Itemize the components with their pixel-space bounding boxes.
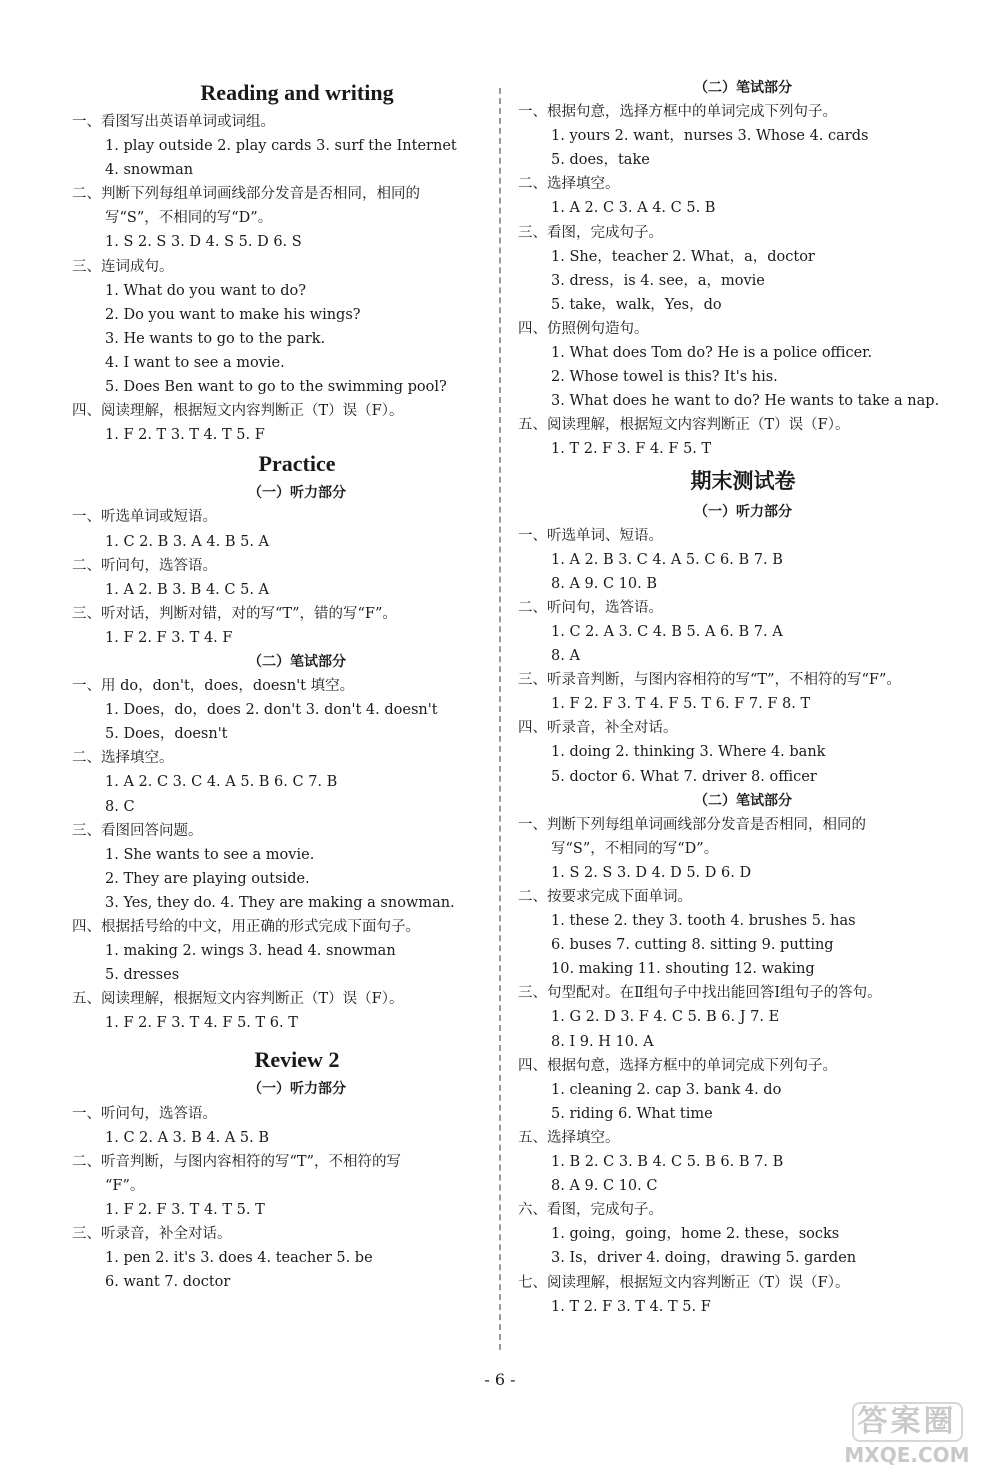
answer-line: 1. A 2. C 3. A 4. C 5. B [551,200,716,217]
answer-line: 1. A 2. B 3. C 4. A 5. C 6. B 7. B [551,551,783,568]
question-heading: 二、判断下列每组单词画线部分发音是否相同，相同的 [72,186,420,203]
section-title-practice: Practice [258,451,336,477]
question-heading: 二、选择填空。 [518,176,620,193]
answer-line: 3. Is，driver 4. doing，drawing 5. garden [551,1250,857,1267]
question-heading: 三、看图，完成句子。 [518,224,663,241]
final-listening-answers [518,524,968,789]
answer-line: 1. G 2. D 3. F 4. C 5. B 6. J 7. E [551,1009,780,1026]
question-heading: 三、句型配对。在Ⅱ组句子中找出能回答Ⅰ组句子的答句。 [518,985,882,1002]
answer-line: 1. T 2. F 3. F 4. F 5. T [551,441,712,458]
answer-line: 1. She，teacher 2. What，a，doctor [551,248,815,265]
question-heading: 一、听问句，选答语。 [72,1105,217,1122]
answer-line: 1. F 2. F 3. T 4. T 5. T [105,1201,265,1218]
watermark-logo: 答案圈 [852,1402,963,1442]
left-column [72,76,522,1294]
reading-writing-answers [72,110,522,447]
answer-line: 8. C [105,798,135,815]
review-written-heading: （二）笔试部分 [694,80,792,96]
answer-line: “F”。 [105,1177,145,1194]
answer-line: 6. want 7. doctor [105,1274,231,1291]
question-heading: 三、连词成句。 [72,258,174,275]
review-listening-heading: （一）听力部分 [248,1081,346,1098]
answer-line: 3. What does he want to do? He wants to take a nap. [551,393,940,410]
answer-line: 8. A 9. C 10. B [551,575,657,592]
answer-line: 1. F 2. F 3. T 4. F 5. T 6. T [105,1015,298,1032]
answer-line: 2. They are playing outside. [105,870,310,887]
question-heading: 一、判断下列每组单词画线部分发音是否相同，相同的 [518,816,866,833]
answer-line: 1. She wants to see a movie. [105,846,315,863]
practice-written-heading: （二）笔试部分 [248,653,346,670]
answer-line: 3. He wants to go to the park. [105,330,326,347]
answer-line: 10. making 11. shouting 12. waking [551,961,815,978]
answer-line: 2. Do you want to make his wings? [105,306,361,323]
answer-line: 1. What does Tom do? He is a police officer. [551,345,873,362]
answer-line: 6. buses 7. cutting 8. sitting 9. putting [551,937,834,954]
answer-line: 8. I 9. H 10. A [551,1033,654,1050]
question-heading: 四、根据句意，选择方框中的单词完成下列句子。 [518,1057,837,1074]
practice-written-answers [72,674,522,1035]
answer-line: 8. A 9. C 10. C [551,1178,658,1195]
page-number: - 6 - [484,1370,516,1389]
question-heading: 三、听对话，判断对错，对的写“T”，错的写“F”。 [72,605,397,622]
question-heading: 三、看图回答问题。 [72,822,203,839]
question-heading: 三、听录音，补全对话。 [72,1226,232,1243]
question-heading: 五、选择填空。 [518,1129,620,1146]
answer-line: 5. take，walk，Yes，do [551,296,722,313]
review-listening-answers [72,1102,522,1295]
watermark [832,1402,982,1472]
answer-line: 1. yours 2. want，nurses 3. Whose 4. cards [551,128,869,145]
question-heading: 一、根据句意，选择方框中的单词完成下列句子。 [518,104,837,121]
answer-line: 3. Yes, they do. 4. They are making a snowman. [105,894,455,911]
answer-line: 1. What do you want to do? [105,282,307,299]
answer-line: 1. doing 2. thinking 3. Where 4. bank [551,744,826,761]
question-heading: 三、听录音判断，与图内容相符的写“T”，不相符的写“F”。 [518,672,901,689]
answer-line: 1. S 2. S 3. D 4. D 5. D 6. D [551,864,752,881]
answer-line: 1. cleaning 2. cap 3. bank 4. do [551,1081,782,1098]
answer-line: 2. Whose towel is this? It's his. [551,369,778,386]
answer-line: 1. F 2. F 3. T 4. F [105,629,233,646]
question-heading: 二、听问句，选答语。 [518,599,663,616]
question-heading: 二、按要求完成下面单词。 [518,889,692,905]
answer-line: 1. these 2. they 3. tooth 4. brushes 5. has [551,913,856,930]
answer-line: 写“S”，不相同的写“D”。 [105,210,273,227]
question-heading: 六、看图，完成句子。 [518,1202,663,1219]
answer-line: 1. going，going，home 2. these，socks [551,1226,840,1243]
question-heading: 四、阅读理解，根据短文内容判断正（T）误（F）。 [72,403,404,420]
section-title-reading-writing: Reading and writing [200,80,394,105]
answer-line: 1. B 2. C 3. B 4. C 5. B 6. B 7. B [551,1154,784,1171]
review-written-answers [518,100,968,461]
answer-line: 5. dresses [105,967,180,984]
answer-line: 1. play outside 2. play cards 3. surf the Internet [105,138,457,155]
practice-listening-answers [72,505,522,650]
question-heading: 五、阅读理解，根据短文内容判断正（T）误（F）。 [72,991,404,1008]
answer-line: 5. does，take [551,152,650,169]
answer-line: 1. A 2. B 3. B 4. C 5. A [105,581,270,598]
answer-line: 1. S 2. S 3. D 4. S 5. D 6. S [105,234,302,251]
answer-line: 1. F 2. F 3. T 4. F 5. T 6. F 7. F 8. T [551,696,811,713]
question-heading: 四、仿照例句造句。 [518,320,649,337]
question-heading: 一、看图写出英语单词或词组。 [72,114,275,130]
question-heading: 一、用 do，don't，does，doesn't 填空。 [72,678,355,695]
question-heading: 二、听音判断，与图内容相符的写“T”，不相符的写 [72,1153,401,1170]
answer-line: 1. Does，do，does 2. don't 3. don't 4. doesn't [105,702,438,719]
question-heading: 一、听选单词或短语。 [72,509,217,526]
answer-line: 1. C 2. A 3. B 4. A 5. B [105,1129,270,1146]
practice-listening-heading: （一）听力部分 [248,485,346,502]
final-listening-heading: （一）听力部分 [694,503,792,520]
watermark-url: MXQE.COM [844,1443,970,1467]
answer-line: 5. doctor 6. What 7. driver 8. officer [551,768,817,785]
answer-line: 1. C 2. A 3. C 4. B 5. A 6. B 7. A [551,623,783,640]
answer-line: 1. making 2. wings 3. head 4. snowman [105,943,396,960]
answer-line: 1. A 2. C 3. C 4. A 5. B 6. C 7. B [105,774,338,791]
question-heading: 四、听录音，补全对话。 [518,720,678,737]
answer-line: 5. Does Ben want to go to the swimming pool? [105,379,447,396]
answer-line: 5. riding 6. What time [551,1105,713,1122]
question-heading: 二、听问句，选答语。 [72,557,217,574]
question-heading: 四、根据括号给的中文，用正确的形式完成下面句子。 [72,919,420,935]
answer-line: 3. dress，is 4. see，a，movie [551,272,765,289]
final-written-heading: （二）笔试部分 [694,792,792,809]
answer-line: 4. snowman [105,162,194,179]
question-heading: 五、阅读理解，根据短文内容判断正（T）误（F）。 [518,417,850,434]
answer-line: 5. Does，doesn't [105,726,228,743]
section-title-final-exam: 期末测试卷 [690,468,796,493]
answer-line: 4. I want to see a movie. [105,354,285,371]
answer-line: 写“S”，不相同的写“D”。 [551,840,719,857]
question-heading: 七、阅读理解，根据短文内容判断正（T）误（F）。 [518,1274,850,1291]
answer-line: 1. C 2. B 3. A 4. B 5. A [105,533,270,550]
answer-line: 1. F 2. T 3. T 4. T 5. F [105,427,265,444]
question-heading: 二、选择填空。 [72,750,174,767]
final-written-answers [518,813,968,1319]
answer-line: 1. T 2. F 3. T 4. T 5. F [551,1298,711,1315]
section-title-review-2: Review 2 [254,1047,340,1073]
answer-line: 8. A [551,648,580,665]
answer-line: 1. pen 2. it's 3. does 4. teacher 5. be [105,1250,373,1267]
right-column [518,76,968,1319]
question-heading: 一、听选单词、短语。 [518,527,663,544]
